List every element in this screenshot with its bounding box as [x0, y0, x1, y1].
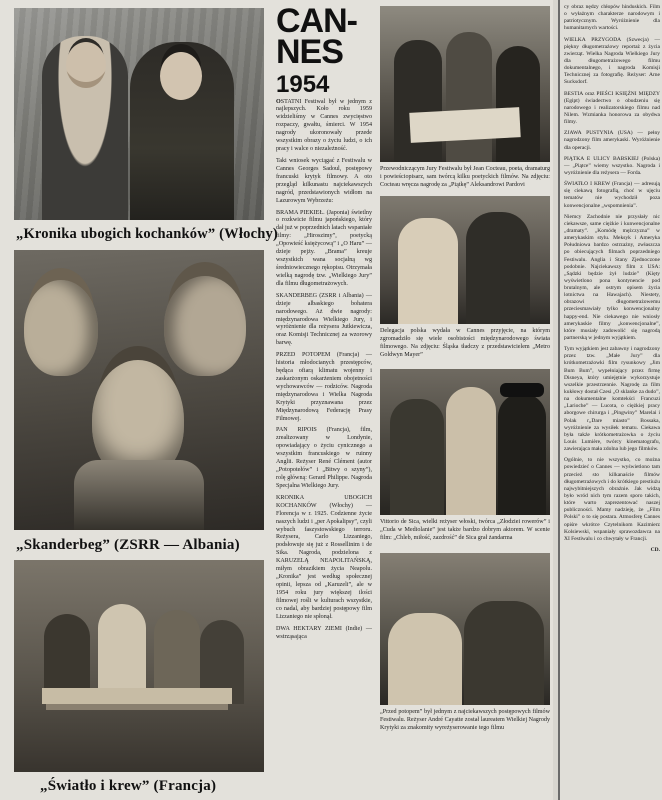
far-paragraph: PIĄTKA E ULICY BABSKIEJ (Polska) — „Piątce” wiemy wszystko. Nagroda i wyróżnienie dla reżysera — Forda.: [564, 155, 660, 176]
photo-cocteau-award: [380, 6, 550, 162]
photo2-figure-left: [24, 280, 98, 376]
photo-przed-potopem: [380, 553, 550, 705]
ps3-gendarme-cap: [500, 383, 544, 397]
right-photo-column: [380, 6, 550, 733]
far-right-body: [564, 4, 660, 554]
far-paragraph: Niemcy Zachodnie nie przysłały nic ciekawsze, same ciężkie i kunwencjonalne „dramaty”. „Komódę mężczyzna” w amerykaskim stylu. Meksyk i Ameryka Południowa bardzo ostrzażny, zwłaszcza po obiecujących filmach poprzedniego Festiwalu. Anglia i Stany Zjednoczone podobnie. Najciekawszy film z USA: „Sądzki będzie żył ludzie” (Kięty wyświetlono pona kontynencie pod brutalnym, ale ostrym opisem życia lotnictwa na Hawajach). Niestety, obrazowi długometrażowemu przeciesmawiały tylko konwencjonalny happy-end. Nie ciekawego nie wniosły amerykaskie filmy „konwencjonalne”, które musiały zadowolić się nagrodą partnerską w jednym wyjątkiem.: [564, 213, 660, 342]
photo-skanderbeg: [14, 250, 264, 530]
middle-paragraph: SKANDERBEG (ZSRR i Albania) — dzieje albaskiego bohatera narodowego. Aż dwie nagrody: międzynarodowa Wielkiego Jury, i wyróżnienie dla reżysera Jutkiewicza, oraz Komisji Technicznej za wzorowy barwę.: [276, 292, 372, 347]
photo2-figure-right: [164, 276, 246, 376]
middle-paragraph: OSTATNI Festiwal był w jednym z najlepszych. Koło roku 1959 widzieliśmy w Cannes zwycięstwo rozpaczy, gwałtu, śmierci. W 1954 nagrody ukoronowały przede wszystkim obrazy o życiu ludzi, o ich pracy i walce o niezależność.: [276, 98, 372, 153]
caption-polish-delegation: Delegacja polska wydała w Cannes przyjęcie, na którym zgromadziło się wiele osobistości międzynarodowego świata filmowego. Na zdjęciu: Śląska tładczy z przedstawicielem „Metro Goldwyn Mayer”: [380, 327, 550, 358]
middle-paragraph: DWA HEKTARY ZIEMI (Indie) — wstrząsająca: [276, 625, 372, 640]
photo1-female-figure: [130, 42, 234, 220]
caption-przed-potopem: „Przed potopem” był jednym z najciekawszych postępowych filmów Festiwalu. Reżyser André Cayatte został laureatem Wielkiej Nagrody Krytyki za znakomity wyreżyserowanie tego filmu: [380, 709, 550, 732]
ps4-figure-left: [388, 613, 462, 705]
photo-kronika-ubogich-kochankow: [14, 8, 264, 220]
photo2-armor: [74, 460, 204, 530]
middle-paragraph: BRAMA PIEKIEŁ. (Japonia) świetlny o rozkwicie filmu japońskiego, który dał już w poprzednich latach wspaniałe filmy: „Hiroszimy”, poetycką „Opowieść księżycową” i „O Haru” — dzieje pejży. „Brama” kreuje wszystkich wana socjalną wg średniowiecznego rękopisu. Otrzymała wielką nagrodę tzw. „Wielkiego Jury” dla filmu długometrażowych.: [276, 209, 372, 287]
middle-paragraph: Taki wniosek wyciągać z Festiwalu w Cannes Georges Sadoul, postępowy francuski krytyk filmowy. A oto przegląd kilkunastu najciekawszych nagród, przedstawionych widłom na Lazurowym Wybrzeżu:: [276, 157, 372, 204]
middle-text-column: [276, 2, 372, 645]
ps2-figure-right: [466, 212, 530, 324]
photo-de-sica: [380, 369, 550, 515]
middle-article-body: [276, 99, 372, 642]
far-paragraph: ŚWIATŁO I KREW (Francja) — adresują się ciekawą fotografią, choć w ujęciu tematów nie wychodził poza konwencjonalne „wspomnienia”.: [564, 181, 660, 209]
caption-de-sica: Vittorio de Sica, wielki reżyser włoski, twórca „Złodziei rowerów” i „Cuda w Mediolanie” jest także bardzo dobrym aktorem. W scenie film: „Chleb, miłość, zazdrość” de Sica grał żandarma: [380, 519, 550, 542]
caption-photo3: „Światło i krew” (Francja): [40, 778, 217, 794]
headline-line2: NES: [276, 33, 343, 72]
ps1-figure-1: [394, 40, 442, 162]
ps2-figure-left: [398, 218, 458, 324]
caption-photo2: „Skanderbeg” (ZSRR — Albania): [16, 537, 240, 553]
middle-paragraph: PAN RIPOIS (Francja), film, zrealizowany w Londynie, opowiadający o życiu cynicznego a wszystkim francuskiego w ruinny Anglii. Reżyser René Clément (autor „Potopotełów” i „Bitwy o szyny”), rolę główną: Gerard Philippe. Nagroda Specjalna Wielkiego Jury.: [276, 427, 372, 489]
far-right-column: [564, 4, 660, 554]
ps1-figure-2: [446, 32, 492, 162]
caption-photo1: „Kronika ubogich kochanków” (Włochy): [16, 226, 278, 242]
photo3-table: [42, 688, 232, 704]
ps3-figure-1: [390, 399, 444, 515]
far-paragraph: ZJAWA PUSTYNIA (USA) — pełny nagrodzony film amerykaski. Wyróżnienie dla operacji.: [564, 130, 660, 151]
ps1-figure-3: [496, 46, 540, 162]
photo-swiatlo-i-krew: [14, 560, 264, 772]
ps3-figure-3: [498, 393, 546, 515]
middle-paragraph: PRZED POTOPEM (Francja) — historia młodocianych przestępców, będąca ofiarą klimatu wojenny i zaskarżonym oskarżeniem obojetności wychowawców — rodziców. Nagroda międzynarodowa i Wielka Nagroda Krytyki przyznawana przez Międzynarodową Federację Prasy Filmowej.: [276, 352, 372, 422]
ps3-figure-2: [446, 387, 496, 515]
ps4-figure-right: [464, 601, 544, 705]
far-paragraph: WIELKA PRZYGODA (Szwecja) — piękny długometrażowy reportaż z życia zwierząt. Wielka Nagroda Wielkiego Jury dla długometrażowego filmu dokumentalnego, i nagroda Komisji Technicznej za fotografię. Reżyser: Arne Sucksdorf.: [564, 36, 660, 86]
far-right-strip: [558, 0, 662, 800]
far-paragraph: Tym wyjątkiem jest zabawny i nagrodzony przez tzw. „Małe Jury” dla krótkometrażowki film rysunkowy „Jim Bum Bum”, wypełniający przez firmę Disneya, który umiejętnie wykorzystuje wszelkie przestrzennie. Nagrodę za film kukłowy dostał Czesi „O sklanke za dudo”, na dokumentalne komtekści Francuzi „Larioche” — Lucota, o ciężkiej pracy aborgowe chirurga i „Pingwiny” Marelai i Polak r„Dare miasto” Bossaka, wyróżnienie za wysiłek tematu. Ciekawa była także krótkometrażowka o życiu Louis Lumière, twórcy kinematografu, zawierająca mała zdolna lub jego filmków.: [564, 346, 660, 453]
middle-paragraph: KRONIKA UBOGICH KOCHANKÓW (Włochy) — Florencja w r. 1925. Codzienne życie naszych ludzi i „per Apokalipsy”, czyli wybuch faszystowskiego terroru. Reżysera, Carlo Lizzaniego, podsłowuje się już z Rossellinim i de Sika. Nagroda, podzielona z KARUZELĄ NEAPOLITAŃSKĄ, miłym obrazikiem życia Neapolu. „Kronika” jest według społecznej opinii, lepsza od „Karuzeli”, ale w 1954 roku jury większej ilości filmowej rośli w kulturach wszystkie, co nadal, aby bardziej postępowy film Lizzaniego nie spłonął.: [276, 494, 372, 620]
headline-year: 1954: [276, 70, 330, 98]
caption-cocteau: Przewodniczącym Jury Festiwalu był Jean Cocteau, poeta, dramaturg i powieściopisarz, sam twórcą kilku poetyckich filmów. Na zdjęciu: Cocteau wręcza nagrodę za „Piątkę” Aleksandrowi Pardovi: [380, 166, 550, 188]
far-paragraph: Ogólnie, to nie wszystko, co można powiedzieć o Cannes — wyświetlono tam przecież sto kilkanaście filmów długometrażowych i do krótkiego prestiużu najwybitniejszych obrażnie. Jak widzą było wród nich tym razem sporo takich, które warto zaprezentować naszej publiczności. Mamy nadzieję, że „Film Polski” o to się postara. Atmosferę Cannes opiśre wkrótce Czytelnikom Kazimierz Kolsiewski, wspaniały sprawozdawca na XI Festiwalu i co chwytały w Francji.: [564, 457, 660, 542]
far-paragraph: BESTIA oraz PIEŚCI KSIĘŻNI MIĘDZY (Egipt) świadectwo o obudzeniu się narodowego i realizatorskiego filmu nad Nilem. Wzmianka honorowa za obydwa filmy.: [564, 90, 660, 126]
far-paragraph: cy obraz nędzy chłopów hinduskich. Film o wyłażnym charakterze narodowym i patriotycznym. Wyróżnienie dla humanitarnych wartości.: [564, 4, 660, 32]
article-end-mark: CD.: [650, 546, 660, 553]
photo-polish-delegation: [380, 196, 550, 324]
ps1-document: [409, 107, 520, 143]
headline-line1: CAN-: [276, 2, 357, 40]
photo1-male-figure: [42, 36, 128, 220]
